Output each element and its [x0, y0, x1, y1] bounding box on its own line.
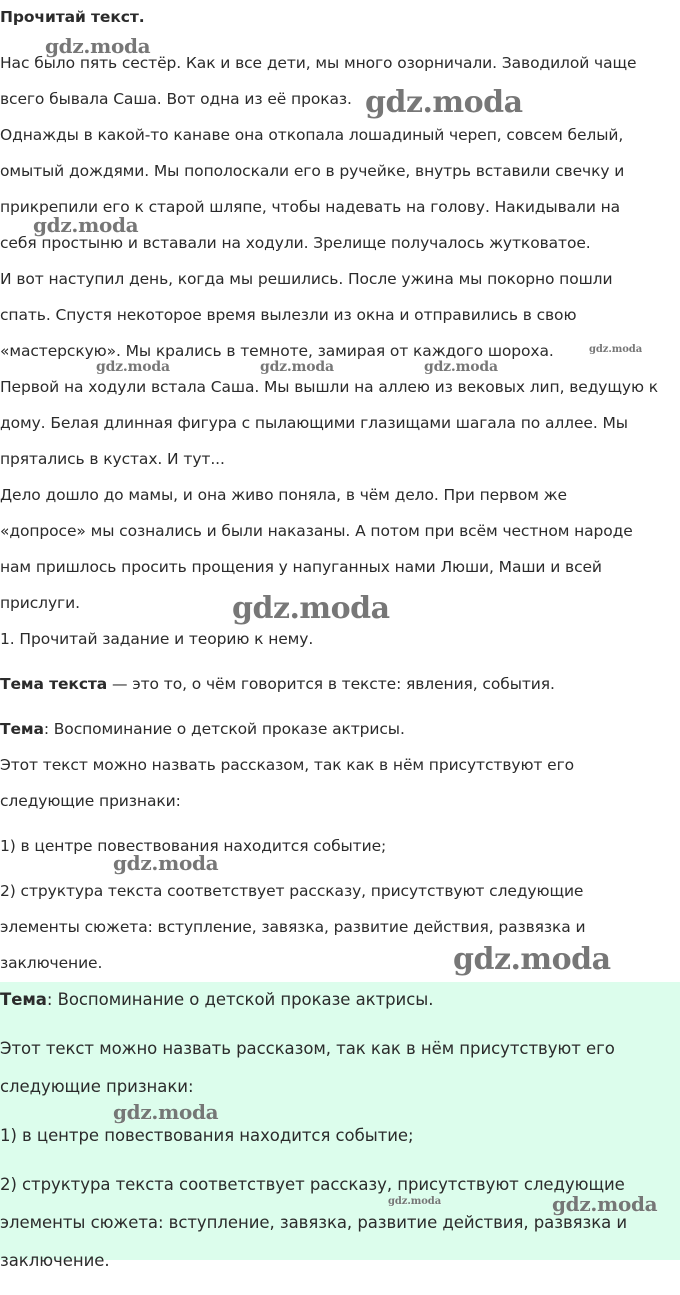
theory-definition: Тема текста — это то, о чём говорится в тексте: явления, события.: [0, 675, 555, 693]
text-line: Нас было пять сестёр. Как и все дети, мы много озорничали. Заводилой чаще: [0, 54, 637, 72]
watermark: gdz.moda: [365, 85, 523, 120]
answer-topic: Тема: Воспоминание о детской проказе актрисы.: [0, 990, 434, 1009]
answer-line: Этот текст можно назвать рассказом, так как в нём присутствуют его: [0, 1039, 615, 1058]
answer-line: заключение.: [0, 1251, 110, 1270]
answer-box: [0, 982, 680, 1270]
text-line: «мастерскую». Мы крались в темноте, замирая от каждого шороха.: [0, 342, 554, 360]
text-line: И вот наступил день, когда мы решились. После ужина мы покорно пошли: [0, 270, 613, 288]
theory-topic: Тема: Воспоминание о детской проказе актрисы.: [0, 720, 405, 738]
text-line: Первой на ходули встала Саша. Мы вышли на аллею из вековых лип, ведущую к: [0, 378, 658, 396]
watermark: gdz.moda: [424, 359, 498, 375]
answer-list-item: 1) в центре повествования находится событие;: [0, 1126, 414, 1145]
text-line: Этот текст можно назвать рассказом, так как в нём присутствуют его: [0, 756, 575, 774]
task-heading: Прочитай текст.: [0, 8, 145, 26]
watermark: gdz.moda: [453, 942, 611, 977]
watermark: gdz.moda: [232, 591, 390, 626]
text-line: нам пришлось просить прощения у напуганных нами Люши, Маши и всей: [0, 558, 602, 576]
term-label: Тема: [0, 720, 44, 738]
watermark: gdz.moda: [113, 851, 219, 875]
answer-line: следующие признаки:: [0, 1077, 194, 1096]
watermark: gdz.moda: [96, 359, 170, 375]
watermark: gdz.moda: [260, 359, 334, 375]
text-line: всего бывала Саша. Вот одна из её проказ.: [0, 90, 352, 108]
watermark: gdz.moda: [388, 1196, 442, 1207]
text-line: дому. Белая длинная фигура с пылающими глазищами шагала по аллее. Мы: [0, 414, 628, 432]
text-line: «допросе» мы сознались и были наказаны. А потом при всём честном народе: [0, 522, 633, 540]
watermark: gdz.moda: [45, 34, 151, 58]
text-line: Однажды в какой-то канаве она откопала лошадиный череп, совсем белый,: [0, 126, 624, 144]
text-line: прикрепили его к старой шляпе, чтобы надевать на голову. Накидывали на: [0, 198, 621, 216]
text-line: прислуги.: [0, 594, 80, 612]
task-instruction: 1. Прочитай задание и теорию к нему.: [0, 630, 314, 648]
watermark: gdz.moda: [33, 213, 139, 237]
watermark: gdz.moda: [589, 344, 643, 355]
text-line: заключение.: [0, 954, 103, 972]
answer-list-item: 2) структура текста соответствует рассказу, присутствуют следующие: [0, 1175, 625, 1194]
watermark: gdz.moda: [113, 1100, 219, 1124]
text-line: следующие признаки:: [0, 792, 181, 810]
list-item: 2) структура текста соответствует рассказу, присутствуют следующие: [0, 882, 584, 900]
term-label: Тема текста: [0, 675, 108, 693]
text-line: элементы сюжета: вступление, завязка, развитие действия, развязка и: [0, 918, 586, 936]
list-item: 1) в центре повествования находится событие;: [0, 837, 387, 855]
text-line: себя простыню и вставали на ходули. Зрелище получалось жутковатое.: [0, 234, 591, 252]
text-line: прятались в кустах. И тут...: [0, 450, 225, 468]
text-line: омытый дождями. Мы пополоскали его в ручейке, внутрь вставили свечку и: [0, 162, 625, 180]
text-line: спать. Спустя некоторое время вылезли из окна и отправились в свою: [0, 306, 577, 324]
watermark: gdz.moda: [552, 1192, 658, 1216]
term-label: Тема: [0, 990, 47, 1009]
text-line: Дело дошло до мамы, и она живо поняла, в чём дело. При первом же: [0, 486, 567, 504]
answer-line: элементы сюжета: вступление, завязка, развитие действия, развязка и: [0, 1213, 628, 1232]
